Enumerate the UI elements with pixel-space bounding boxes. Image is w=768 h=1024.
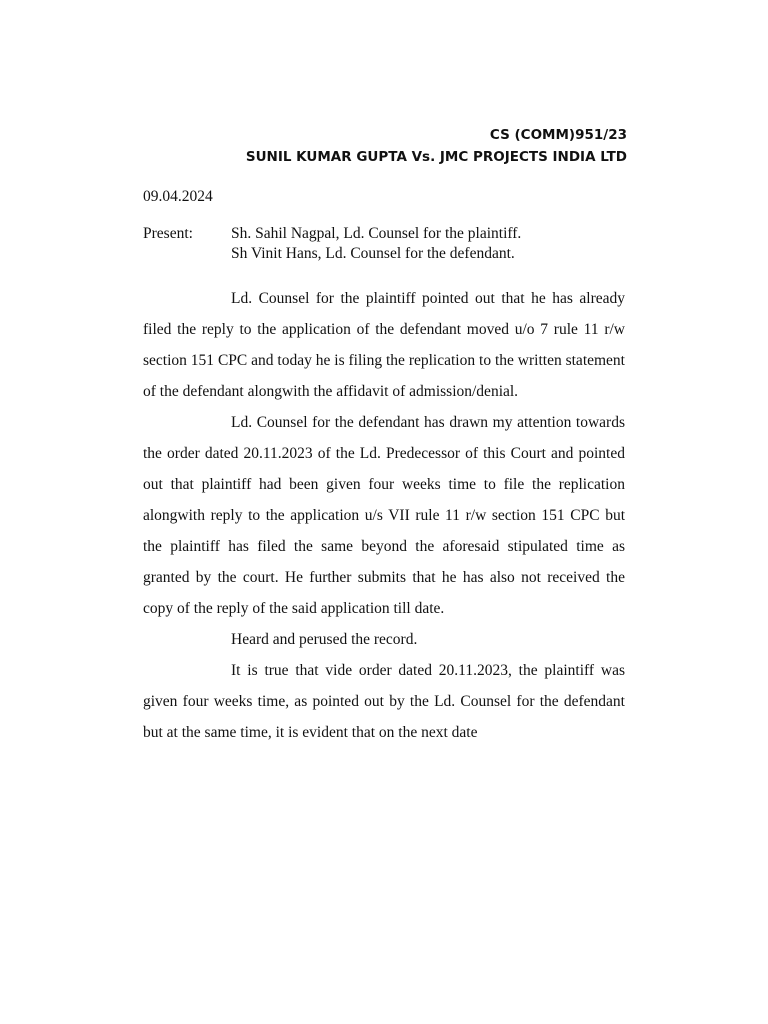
attendee-list — [231, 224, 627, 264]
order-body — [143, 283, 625, 748]
case-number: CS (COMM)951/23 — [489, 127, 627, 143]
attendee-plaintiff-counsel: Sh. Sahil Nagpal, Ld. Counsel for the plaintiff. — [231, 225, 522, 242]
attendee-defendant-counsel: Sh Vinit Hans, Ld. Counsel for the defendant. — [231, 245, 515, 262]
present-label: Present: — [143, 225, 193, 242]
paragraph-heard: Heard and perused the record. — [231, 631, 418, 648]
paragraph-defendant-submission: Ld. Counsel for the defendant has drawn my attention towards the order dated 20.11.2023 of the Ld. Predecessor of this Court and pointed out that plaintiff had been given four weeks time to file the replication alongwith reply to the application u/s VII rule 11 r/w section 151 CPC but the plaintiff has filed the same beyond the aforesaid stipulated time as granted by the court. He further submits that he has also not received the copy of the reply of the said application till date. — [143, 414, 625, 617]
paragraph-plaintiff-submission: Ld. Counsel for the plaintiff pointed out that he has already filed the reply to the application of the defendant moved u/o 7 rule 11 r/w section 151 CPC and today he is filing the replication to the written statement of the defendant alongwith the affidavit of admission/denial. — [143, 290, 625, 400]
order-date: 09.04.2024 — [143, 188, 213, 205]
case-title: SUNIL KUMAR GUPTA Vs. JMC PROJECTS INDIA LTD — [245, 149, 627, 165]
case-header — [143, 124, 627, 168]
paragraph-court-observation: It is true that vide order dated 20.11.2023, the plaintiff was given four weeks time, as pointed out by the Ld. Counsel for the defendant but at the same time, it is evident that on the next date — [143, 662, 625, 741]
